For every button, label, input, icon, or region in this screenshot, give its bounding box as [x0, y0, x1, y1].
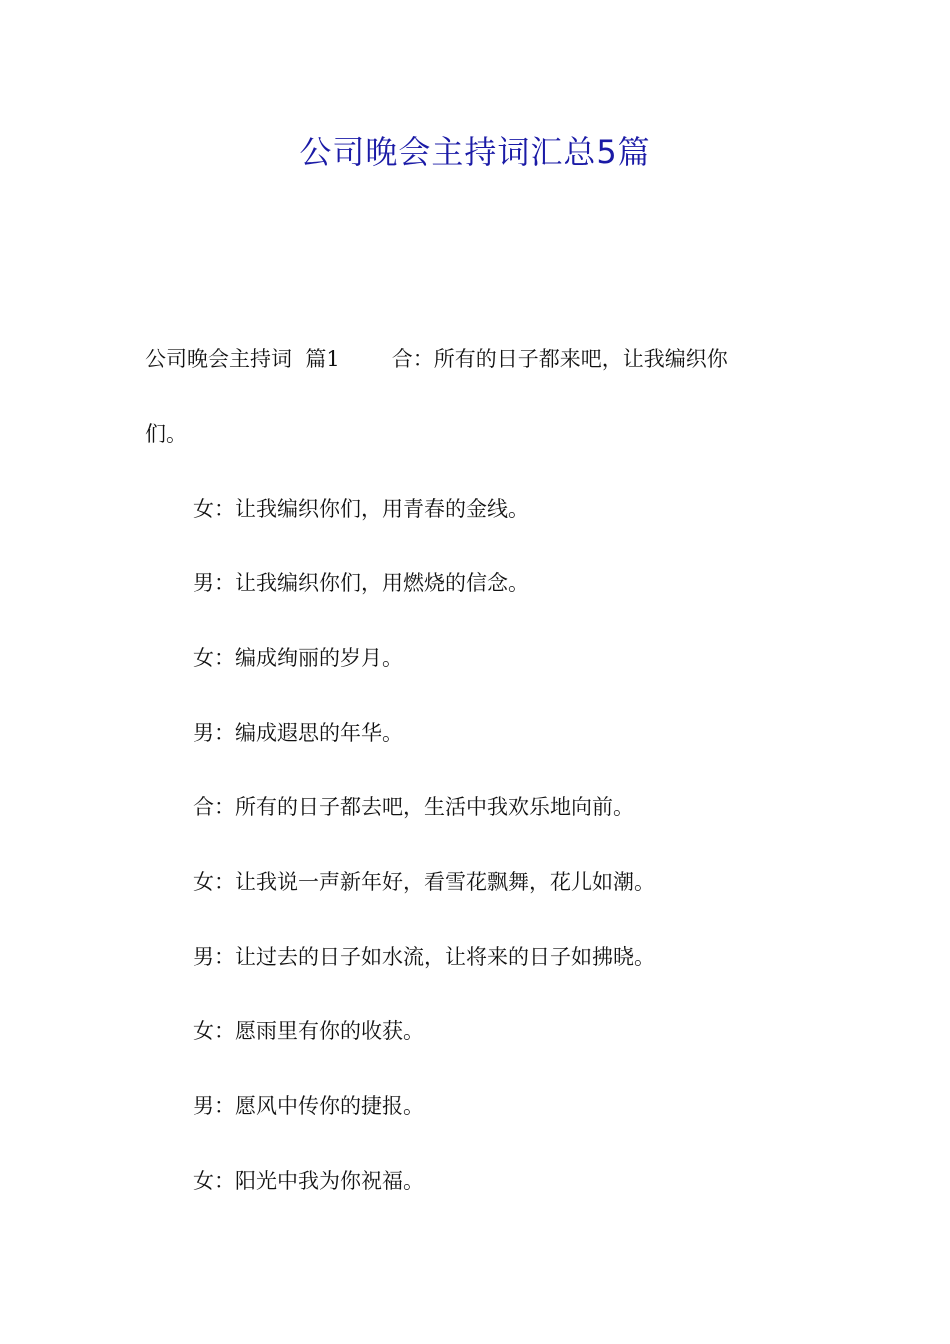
dialogue-line: 女：编成绚丽的岁月。 [193, 646, 403, 670]
document-title: 公司晚会主持词汇总5篇 [299, 133, 651, 171]
section-heading: 公司晚会主持词 篇1 [145, 347, 340, 371]
dialogue-line: 男：编成遐思的年华。 [193, 721, 403, 745]
first-line-text: 合：所有的日子都来吧，让我编织你 [391, 347, 728, 371]
dialogue-line: 女：阳光中我为你祝福。 [193, 1169, 424, 1193]
first-line-wrap: 们。 [145, 422, 187, 446]
dialogue-line: 男：让我编织你们，用燃烧的信念。 [193, 571, 529, 595]
dialogue-line: 男：愿风中传你的捷报。 [193, 1094, 424, 1118]
dialogue-line: 女：愿雨里有你的收获。 [193, 1019, 424, 1043]
dialogue-line: 男：让过去的日子如水流，让将来的日子如拂晓。 [193, 945, 655, 969]
dialogue-line: 合：所有的日子都去吧，生活中我欢乐地向前。 [193, 795, 634, 819]
dialogue-line: 女：让我编织你们，用青春的金线。 [193, 497, 529, 521]
first-paragraph-line [145, 344, 728, 374]
dialogue-line: 女：让我说一声新年好，看雪花飘舞，花儿如潮。 [193, 870, 655, 894]
